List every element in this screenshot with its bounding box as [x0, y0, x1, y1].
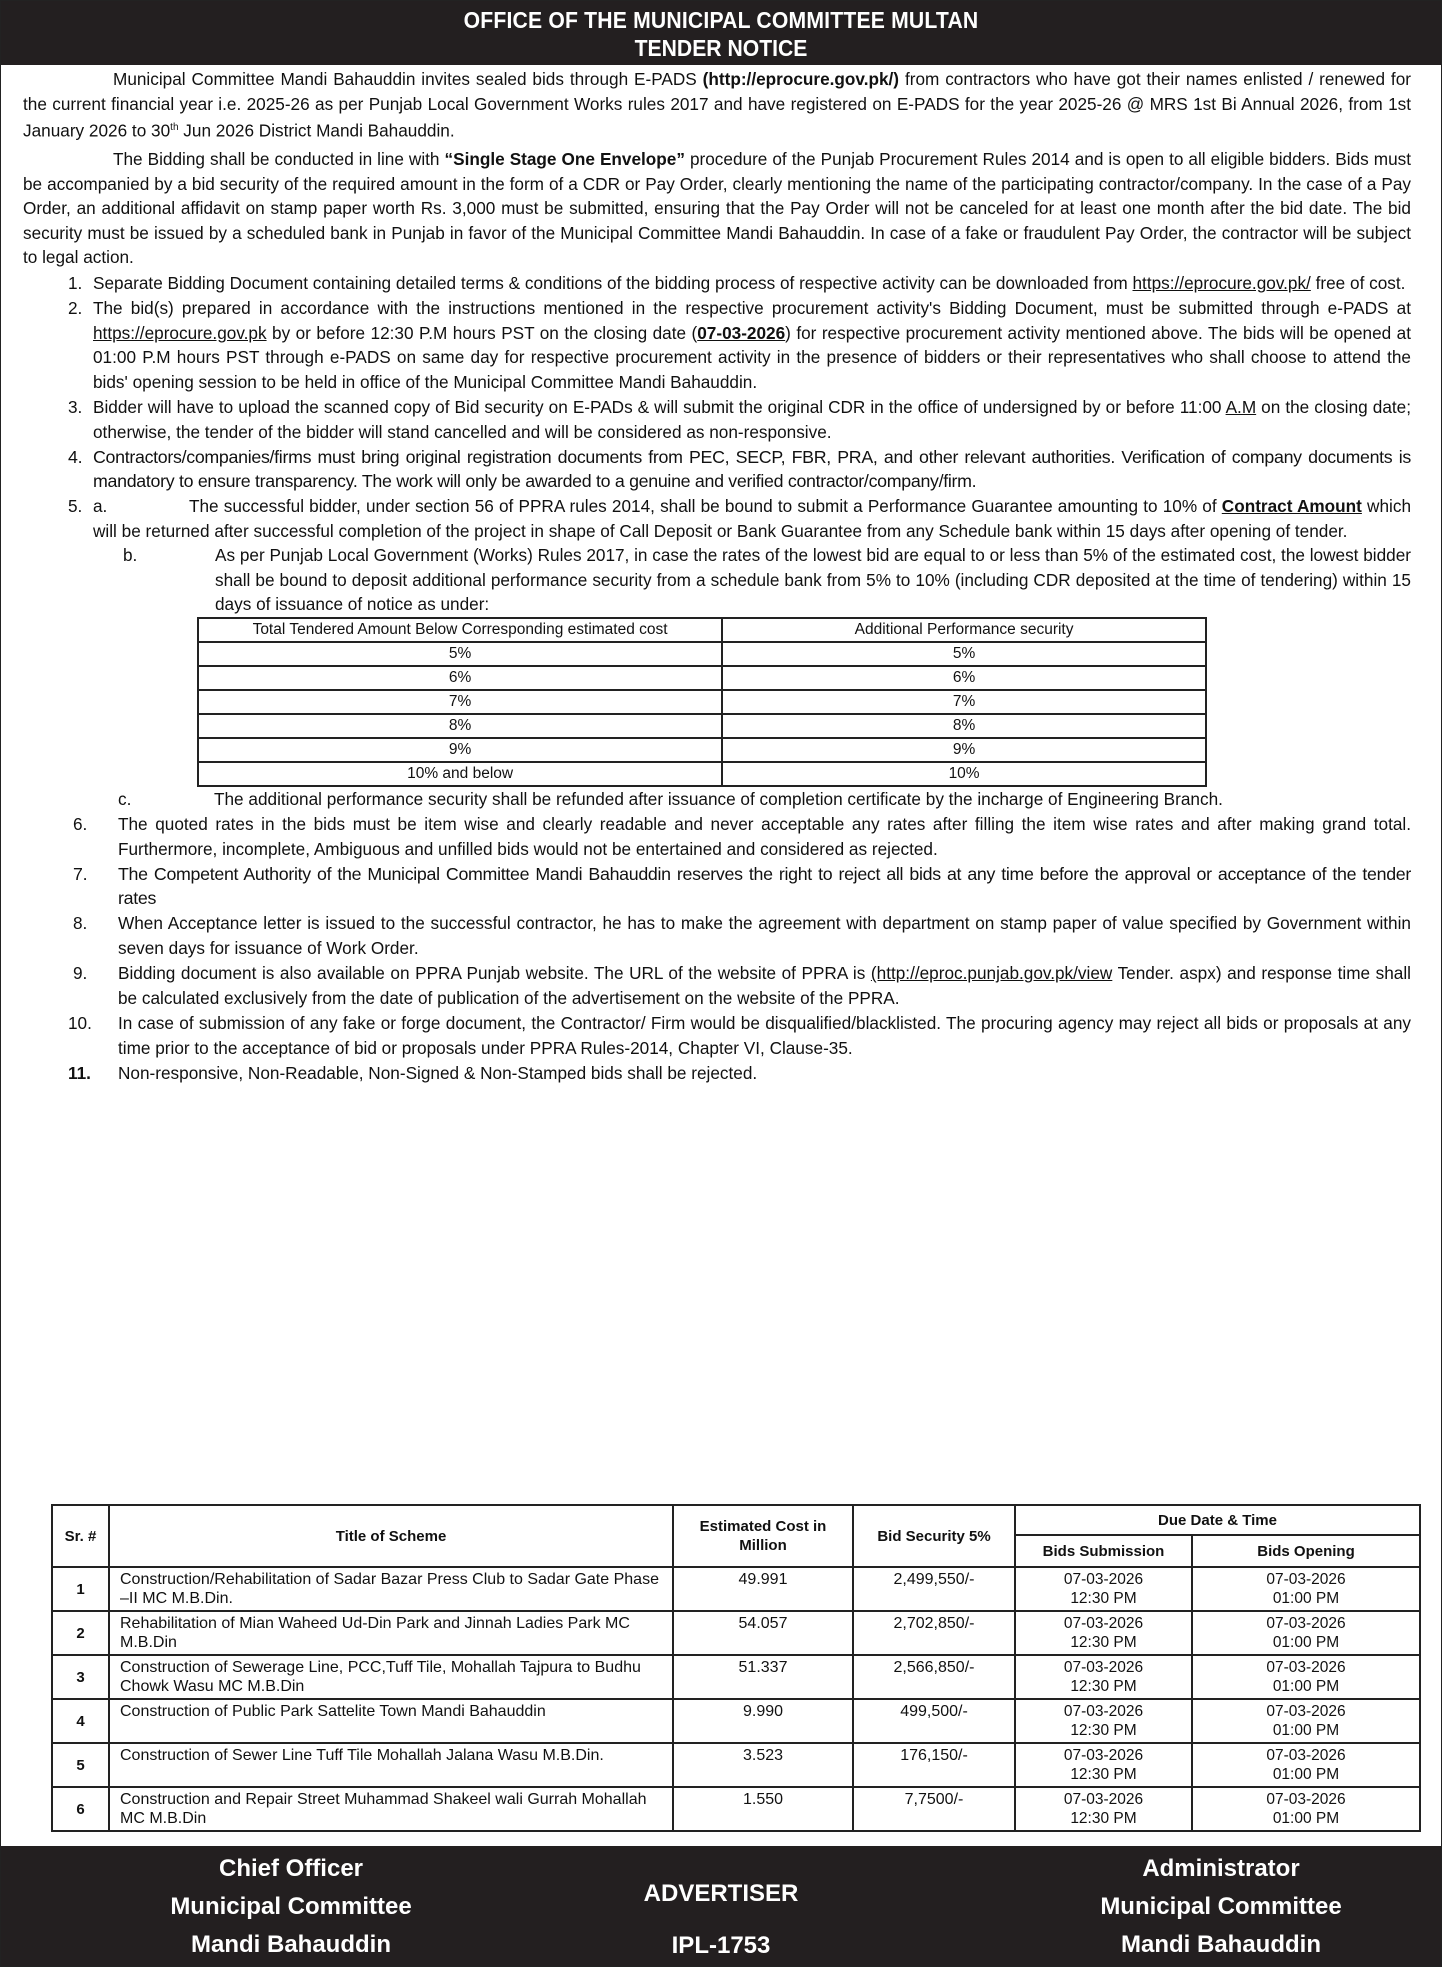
estimated-cost: 54.057 [673, 1611, 853, 1655]
submission-time: 12:30 PM [1070, 1722, 1137, 1739]
opening-time: 01:00 PM [1272, 1678, 1340, 1695]
clause-10 [23, 1011, 1411, 1060]
bids-opening [1192, 1743, 1420, 1787]
bids-submission [1015, 1655, 1192, 1699]
clause-number: 5. [68, 496, 83, 517]
scheme-title: Construction/Rehabilitation of Sadar Bazar Press Club to Sadar Gate Phase –II MC M.B.Din. [109, 1567, 673, 1611]
bids-submission [1015, 1743, 1192, 1787]
opening-time: 01:00 PM [1272, 1634, 1340, 1651]
bid-security: 2,499,550/- [853, 1567, 1015, 1611]
table-row [52, 1655, 1420, 1699]
column-header-bids-submission: Bids Submission [1015, 1535, 1192, 1567]
signatory-title: Administrator [1142, 1855, 1300, 1882]
clause-number: 3. [68, 397, 83, 418]
signatory-location: Mandi Bahauddin [191, 1931, 391, 1958]
clause-6 [23, 812, 1411, 861]
table-row [52, 1787, 1420, 1831]
opening-time: 01:00 PM [1272, 1722, 1340, 1739]
clause-4 [23, 445, 1411, 493]
clause-1 [23, 271, 1411, 296]
estimated-cost: 49.991 [673, 1567, 853, 1611]
intro-paragraph-2 [23, 147, 1411, 270]
column-header-title: Title of Scheme [109, 1505, 673, 1567]
opening-date: 07-03-2026 [1266, 1615, 1346, 1632]
submission-time: 12:30 PM [1070, 1678, 1137, 1695]
clause-text: Bidding document is also available on PPRA Punjab website. The URL of the website of PPRA is [118, 963, 871, 984]
clause-number: 10. [68, 1013, 92, 1034]
intro-text: procedure of the Punjab Procurement Rules 2014 and is open to all eligible bidders. Bids must be accompanied by a bid security of the required amount in the form of a CDR or Pay Order, clearly mentioning the name of the participating contractor/company. In the case of a Pay Order, an additional affidavit on stamp paper worth Rs. 3,000 must be submitted, ensuring that the Pay Order will not be canceled for at least one month after the bid date. The bid security must be issued by a scheduled bank in Punjab in favor of the Municipal Committee Mandi Bahauddin. In case of a fake or fraudulent Pay Order, the contractor will be subject to legal action. [23, 149, 1411, 268]
bid-security: 7,7500/- [853, 1787, 1015, 1831]
clause-number: 1. [68, 272, 83, 293]
contract-amount-term: Contract Amount [1221, 496, 1362, 517]
clause-11 [23, 1061, 1411, 1086]
intro-text: Jun 2026 District Mandi Bahauddin. [178, 120, 455, 141]
clause-5c [23, 787, 1411, 812]
column-header-sr: Sr. # [52, 1505, 109, 1567]
sub-clause-letter: b. [123, 545, 138, 566]
bid-security: 176,150/- [853, 1743, 1015, 1787]
clause-text: Tender. aspx) and response time shall be calculated exclusively from the date of publication of the advertisement on the website of the PPRA. [118, 963, 1411, 1008]
signature-footer-banner [1, 1846, 1441, 1966]
sub-clause-letter: c. [118, 788, 132, 809]
clause-3 [23, 395, 1411, 444]
bids-opening [1192, 1611, 1420, 1655]
clause-text: Non-responsive, Non-Readable, Non-Signed & Non-Stamped bids shall be rejected. [118, 1063, 758, 1084]
bids-opening [1192, 1655, 1420, 1699]
signatory-title: Chief Officer [218, 1855, 364, 1882]
opening-date: 07-03-2026 [1266, 1659, 1346, 1676]
bids-submission [1015, 1567, 1192, 1611]
clause-number: 4. [68, 447, 83, 468]
submission-date: 07-03-2026 [1063, 1659, 1144, 1676]
clause-5 [23, 494, 1411, 543]
notice-title: TENDER NOTICE [634, 35, 808, 61]
table-row [52, 1611, 1420, 1655]
clause-text: When Acceptance letter is issued to the successful contractor, he has to make the agreement with department on stamp paper of value specified by Government within seven days for issuance of Work Order. [118, 913, 1411, 958]
bid-security: 2,566,850/- [853, 1655, 1015, 1699]
table-cell: 5% [722, 642, 1206, 666]
column-header-estimated-cost: Estimated Cost in Million [673, 1505, 853, 1567]
clause-number: 8. [73, 913, 88, 934]
clause-text: The quoted rates in the bids must be item wise and clearly readable and never acceptable any rates after filling the item wise rates and after making grand total. Furthermore, incomplete, Ambiguous and unfilled bids would not be entertained and considered as rejected. [118, 814, 1411, 859]
column-header-bids-opening: Bids Opening [1192, 1535, 1420, 1567]
clause-text: Separate Bidding Document containing detailed terms & conditions of the bidding process of respective activity can be downloaded from [93, 272, 1133, 293]
column-header-bid-security: Bid Security 5% [853, 1505, 1015, 1567]
bids-submission [1015, 1611, 1192, 1655]
estimated-cost: 51.337 [673, 1655, 853, 1699]
clause-8 [23, 911, 1411, 960]
submission-date: 07-03-2026 [1063, 1791, 1144, 1808]
clause-number: 2. [68, 298, 83, 319]
opening-date: 07-03-2026 [1266, 1747, 1346, 1764]
table-cell: 9% [198, 738, 722, 762]
office-title: OFFICE OF THE MUNICIPAL COMMITTEE MULTAN [463, 7, 979, 33]
table-cell: 7% [722, 690, 1206, 714]
chief-officer-signature-block [111, 1850, 471, 1964]
clause-9 [23, 961, 1411, 1010]
scheme-title: Construction of Public Park Sattelite Town Mandi Bahauddin [109, 1699, 673, 1743]
table-row [198, 666, 1206, 690]
scheme-title: Construction of Sewerage Line, PCC,Tuff Tile, Mohallah Tajpura to Budhu Chowk Wasu MC M.B.Din [109, 1655, 673, 1699]
ppra-link[interactable]: (http://eproc.punjab.gov.pk/view [870, 963, 1113, 984]
clause-number: 6. [73, 814, 88, 835]
serial-number: 2 [52, 1611, 109, 1655]
clause-2 [23, 296, 1411, 394]
clause-text: The additional performance security shall be refunded after issuance of completion certificate by the incharge of Engineering Branch. [214, 788, 1223, 809]
clause-5b [23, 543, 1411, 617]
clause-text: which will be returned after successful completion of the project in shape of Call Deposit or Bank Guarantee from any Schedule bank within 15 days after opening of tender. [93, 496, 1411, 541]
bids-opening [1192, 1699, 1420, 1743]
table-cell: 10% [722, 762, 1206, 786]
submission-date: 07-03-2026 [1063, 1615, 1144, 1632]
clause-number: 11. [68, 1063, 91, 1084]
bids-submission [1015, 1787, 1192, 1831]
bid-security: 499,500/- [853, 1699, 1015, 1743]
table-row [198, 762, 1206, 786]
notice-body [23, 67, 1411, 1086]
opening-date: 07-03-2026 [1266, 1703, 1346, 1720]
submission-date: 07-03-2026 [1063, 1703, 1144, 1720]
clause-text: The bid(s) prepared in accordance with the instructions mentioned in the respective procurement activity's Bidding Document, must be submitted through e-PADS at [93, 298, 1411, 319]
scheme-title: Construction of Sewer Line Tuff Tile Mohallah Jalana Wasu M.B.Din. [109, 1743, 673, 1787]
submission-time: 12:30 PM [1070, 1634, 1137, 1651]
performance-security-table [197, 617, 1207, 787]
bids-opening [1192, 1567, 1420, 1611]
terms-list [23, 271, 1411, 1086]
estimated-cost: 1.550 [673, 1787, 853, 1831]
opening-date: 07-03-2026 [1266, 1791, 1346, 1808]
serial-number: 1 [52, 1567, 109, 1611]
submission-date: 07-03-2026 [1063, 1747, 1144, 1764]
table-cell: 10% and below [198, 762, 722, 786]
procedure-name: “Single Stage One Envelope” [444, 149, 685, 170]
clause-text: The Competent Authority of the Municipal Committee Mandi Bahauddin reserves the right to reject all bids at any time before the approval or acceptance of the tender rates [118, 864, 1411, 909]
serial-number: 5 [52, 1743, 109, 1787]
clause-text: Bidder will have to upload the scanned copy of Bid security on E-PADs & will submit the original CDR in the office of undersigned by or before 11:00 [93, 397, 1226, 418]
table-cell: 5% [198, 642, 722, 666]
administrator-signature-block [1041, 1850, 1401, 1964]
clause-text: ) for respective procurement activity mentioned above. The bids will be opened at 01:00 P.M hours PST through e-PADS on same day for respective procurement activity in the presence of bidders or their representatives who shall choose to attend the bids' opening session to be held in office of the Municipal Committee Mandi Bahauddin. [93, 322, 1412, 392]
ordinal-suffix: th [170, 122, 179, 133]
table-row [198, 642, 1206, 666]
advertiser-block [581, 1868, 861, 1972]
clause-text: by or before 12:30 P.M hours PST on the closing date ( [266, 322, 698, 343]
column-header-due-date: Due Date & Time [1015, 1505, 1420, 1535]
clause-7 [23, 862, 1411, 910]
table-cell: 9% [722, 738, 1206, 762]
intro-text: from contractors who have got their names enlisted / renewed for the current financial year i.e. 2025-26 as per Punjab Local Government Works rules 2017 and have registered on E-PADS for the year 2025-26 @ MRS 1st Bi Annual 2026, from 1st January 2026 to 30 [23, 69, 1411, 141]
clause-text: As per Punjab Local Government (Works) Rules 2017, in case the rates of the lowest bid are equal to or less than 5% of the estimated cost, the lowest bidder shall be bound to deposit additional performance security from a schedule bank from 5% to 10% (including CDR deposited at the time of tendering) within 15 days of issuance of notice as under: [215, 545, 1411, 615]
opening-time: 01:00 PM [1272, 1810, 1340, 1827]
notice-header-banner [1, 1, 1441, 65]
table-header-row [198, 618, 1206, 642]
column-header: Total Tendered Amount Below Corresponding estimated cost [198, 618, 722, 642]
table-cell: 6% [722, 666, 1206, 690]
serial-number: 6 [52, 1787, 109, 1831]
bids-opening [1192, 1787, 1420, 1831]
clause-text: The successful bidder, under section 56 of PPRA rules 2014, shall be bound to submit a Performance Guarantee amounting to 10% of [189, 496, 1222, 517]
table-cell: 7% [198, 690, 722, 714]
table-row [198, 690, 1206, 714]
submission-time: 12:30 PM [1070, 1590, 1137, 1607]
eprocure-link[interactable]: (http://eprocure.gov.pk/) [702, 69, 900, 89]
tender-schemes-table [51, 1504, 1421, 1832]
table-cell: 6% [198, 666, 722, 690]
serial-number: 4 [52, 1699, 109, 1743]
clause-5a [93, 494, 1411, 543]
clause-text: In case of submission of any fake or forge document, the Contractor/ Firm would be disqualified/blacklisted. The procuring agency may reject all bids or proposals at any time prior to the acceptance of bid or proposals under PPRA Rules-2014, Chapter VI, Clause-35. [118, 1013, 1411, 1058]
opening-date: 07-03-2026 [1266, 1571, 1346, 1588]
bids-submission [1015, 1699, 1192, 1743]
table-row [52, 1699, 1420, 1743]
signatory-location: Mandi Bahauddin [1121, 1931, 1321, 1958]
opening-time: 01:00 PM [1272, 1590, 1340, 1607]
table-row [52, 1567, 1420, 1611]
estimated-cost: 9.990 [673, 1699, 853, 1743]
submission-time: 12:30 PM [1070, 1810, 1137, 1827]
serial-number: 3 [52, 1655, 109, 1699]
signatory-office: Municipal Committee [170, 1893, 412, 1920]
intro-paragraph-1 [23, 67, 1411, 143]
clause-text: on the closing date; otherwise, the tender of the bidder will stand cancelled and will be considered as non-responsive. [93, 397, 1411, 442]
table-row [198, 714, 1206, 738]
eprocure-link[interactable]: https://eprocure.gov.pk [93, 322, 267, 343]
clause-text: free of cost. [1310, 272, 1406, 293]
clause-number: 9. [73, 963, 88, 984]
submission-time: 12:30 PM [1070, 1766, 1137, 1783]
clause-text: Contractors/companies/firms must bring original registration documents from PEC, SECP, FBR, PRA, and other relevant authorities. Verification of company documents is mandatory to ensure transparency. The work will only be awarded to a genuine and verified contractor/company/firm. [93, 447, 1411, 492]
time-suffix: A.M [1225, 397, 1257, 418]
closing-date: 07-03-2026 [697, 322, 786, 343]
table-row [198, 738, 1206, 762]
scheme-title: Rehabilitation of Mian Waheed Ud-Din Park and Jinnah Ladies Park MC M.B.Din [109, 1611, 673, 1655]
table-cell: 8% [198, 714, 722, 738]
intro-text: Municipal Committee Mandi Bahauddin invites sealed bids through E-PADS [113, 69, 703, 89]
table-row [52, 1743, 1420, 1787]
signatory-office: Municipal Committee [1100, 1893, 1342, 1920]
advertiser-label: ADVERTISER [643, 1880, 799, 1907]
scheme-title: Construction and Repair Street Muhammad Shakeel wali Gurrah Mohallah MC M.B.Din [109, 1787, 673, 1831]
estimated-cost: 3.523 [673, 1743, 853, 1787]
column-header: Additional Performance security [722, 618, 1206, 642]
bid-security: 2,702,850/- [853, 1611, 1015, 1655]
clause-number: 7. [73, 864, 88, 885]
advertisement-code: IPL-1753 [671, 1932, 771, 1959]
sub-clause-letter: a. [93, 496, 108, 517]
eprocure-link[interactable]: https://eprocure.gov.pk/ [1132, 272, 1311, 293]
submission-date: 07-03-2026 [1063, 1571, 1144, 1588]
intro-text: The Bidding shall be conducted in line with [113, 149, 445, 170]
opening-time: 01:00 PM [1272, 1766, 1340, 1783]
table-header-row [52, 1505, 1420, 1535]
table-cell: 8% [722, 714, 1206, 738]
